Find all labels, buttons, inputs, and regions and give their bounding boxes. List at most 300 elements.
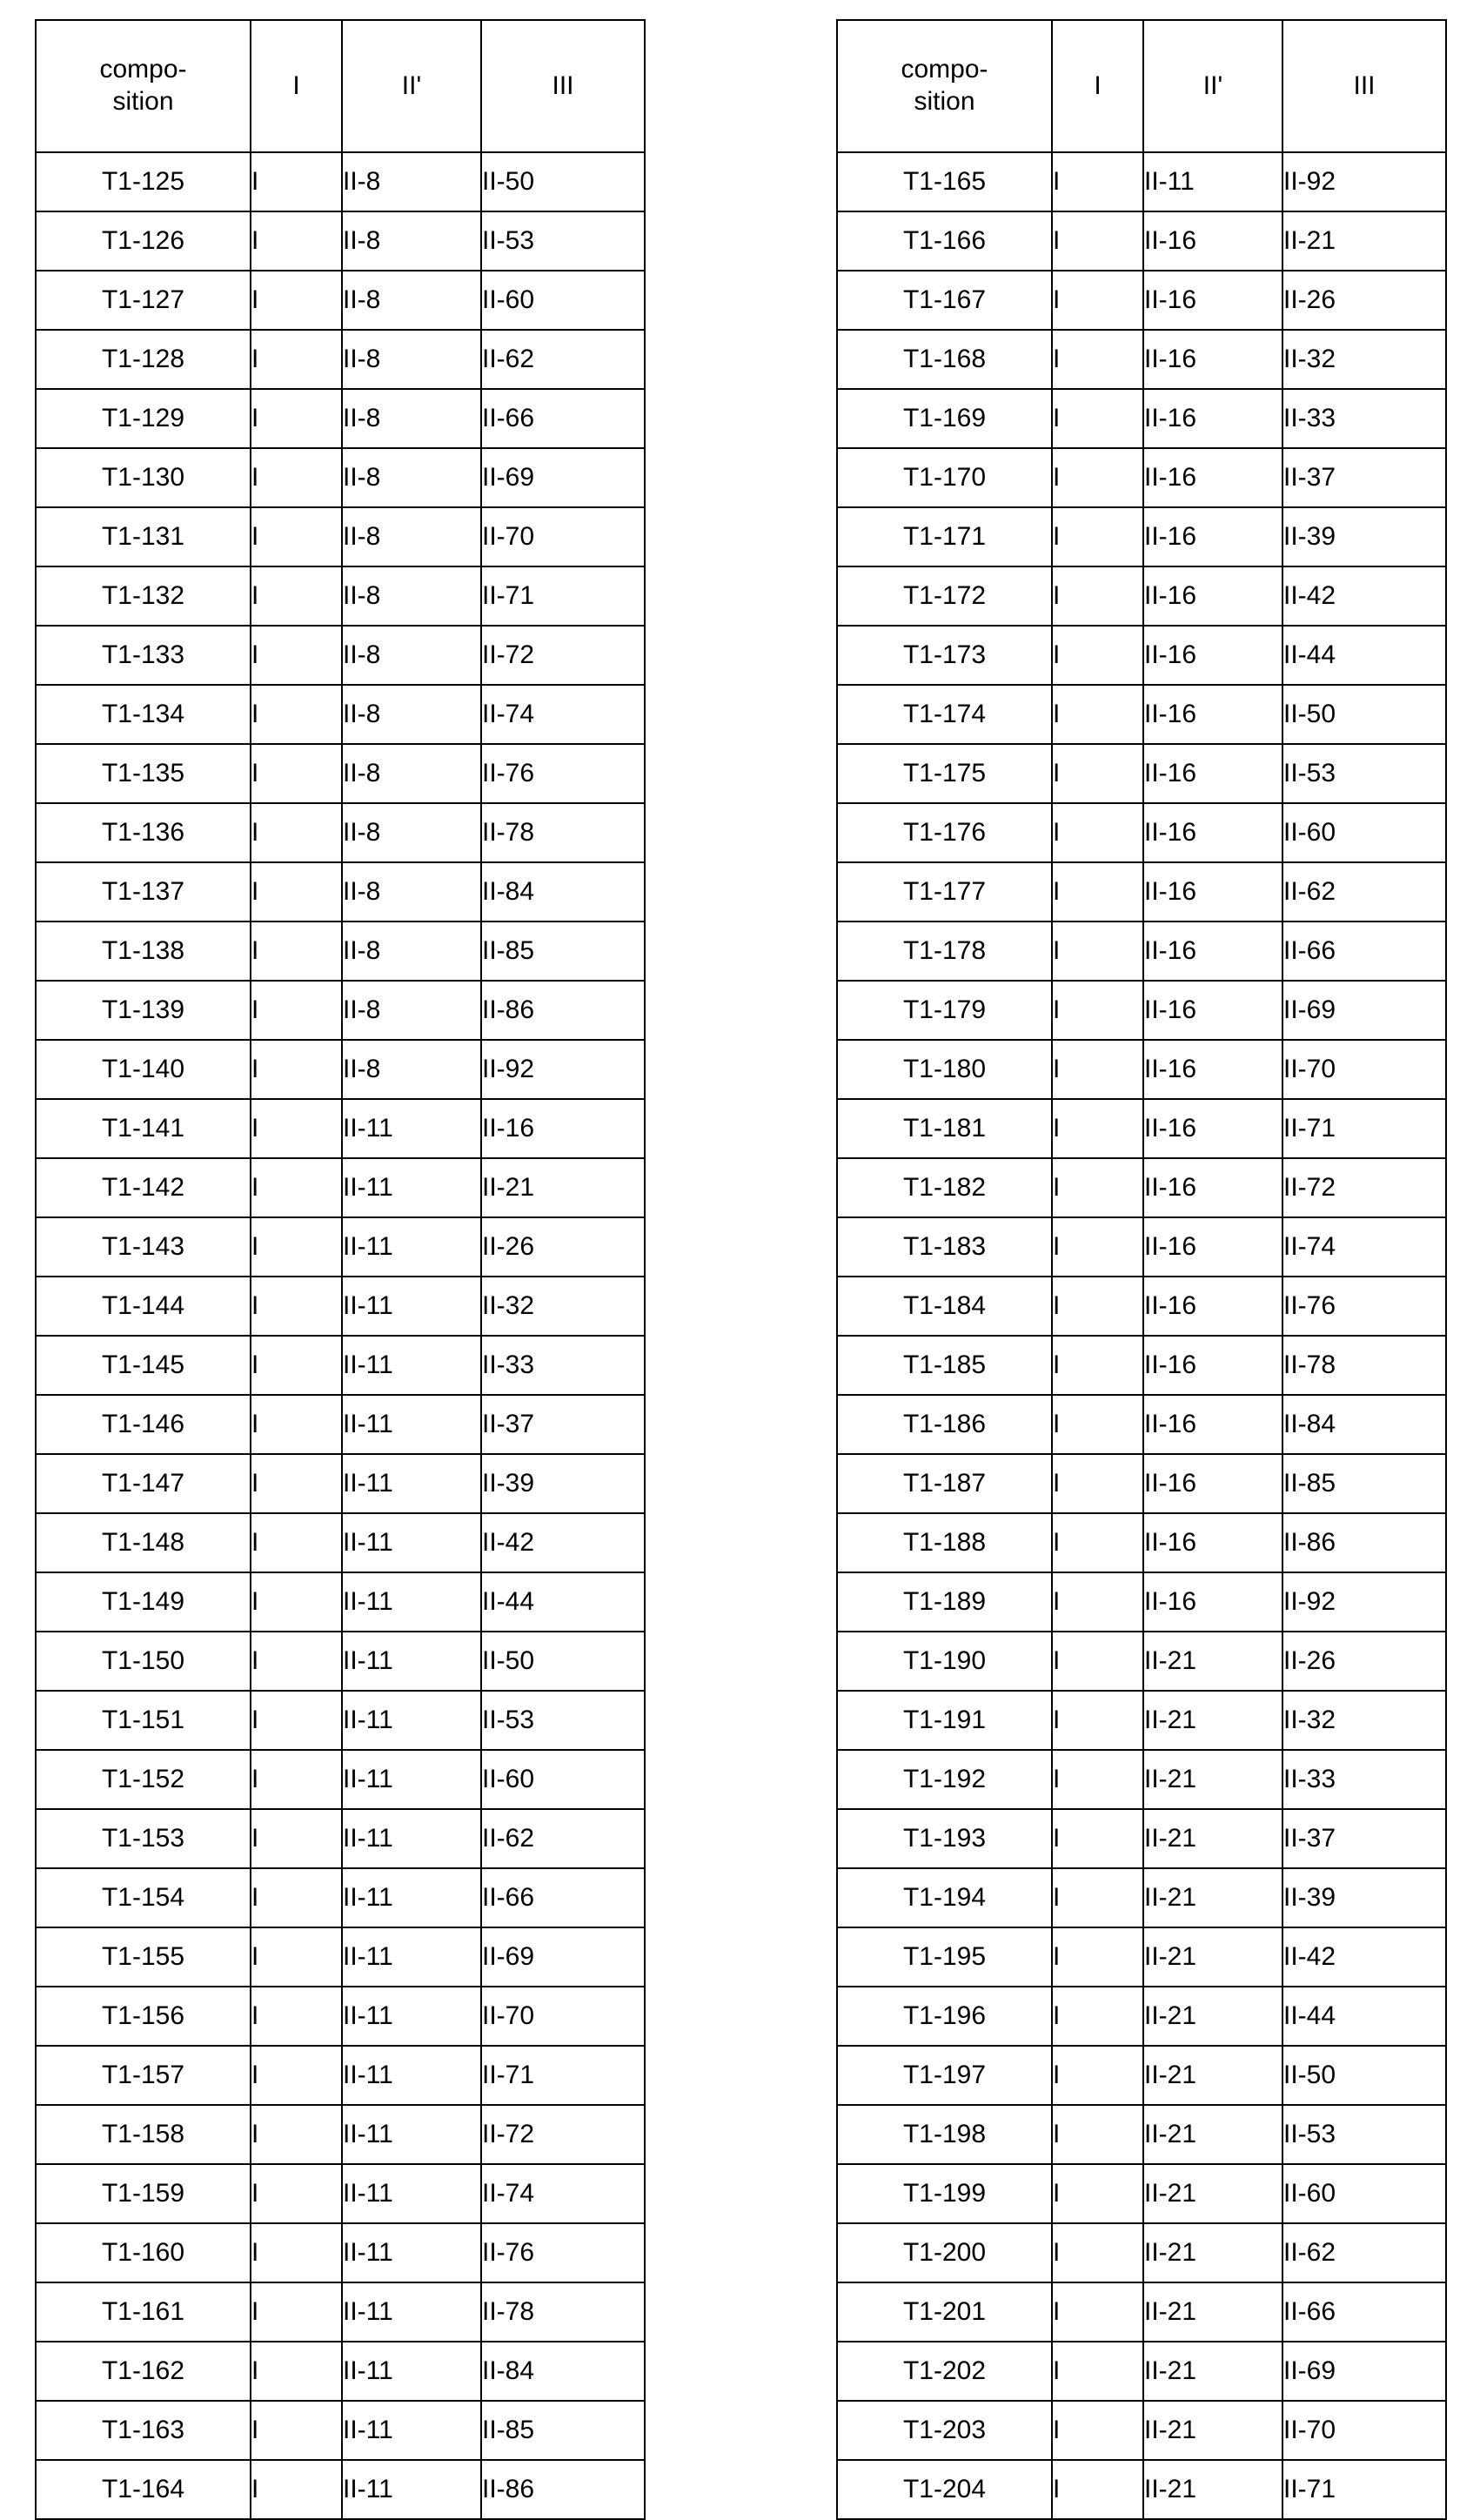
table-row [36,271,645,330]
cell-col-i: I [1052,1513,1143,1572]
cell-composition: T1-204 [837,2460,1052,2519]
table-row [837,1099,1446,1158]
cell-col-iii: II-74 [481,2164,645,2223]
table-row [837,211,1446,271]
cell-col-iii: II-69 [481,448,645,507]
table-row [36,803,645,862]
table-row [837,1750,1446,1809]
cell-col-iii: II-74 [481,685,645,744]
cell-col-ii: II-8 [342,803,481,862]
cell-composition: T1-194 [837,1868,1052,1927]
cell-col-iii: II-70 [1282,1040,1446,1099]
cell-col-ii: II-16 [1143,1217,1282,1277]
cell-col-iii: II-37 [481,1395,645,1454]
cell-col-i: I [1052,1987,1143,2046]
table-row [837,1454,1446,1513]
cell-col-iii: II-69 [1282,2342,1446,2401]
table-row [837,2460,1446,2519]
table-row [837,2342,1446,2401]
cell-composition: T1-147 [36,1454,251,1513]
cell-col-i: I [251,566,342,626]
cell-composition: T1-137 [36,862,251,922]
cell-col-iii: II-71 [1282,2460,1446,2519]
table-row [36,2105,645,2164]
table-row [36,1572,645,1632]
cell-col-iii: II-76 [481,2223,645,2282]
cell-composition: T1-138 [36,922,251,981]
cell-composition: T1-181 [837,1099,1052,1158]
cell-col-ii: II-11 [342,2401,481,2460]
cell-col-iii: II-86 [1282,1513,1446,1572]
cell-col-ii: II-21 [1143,1868,1282,1927]
table-row [837,271,1446,330]
header-col-ii: II' [342,20,481,152]
cell-col-i: I [251,862,342,922]
table-row [837,922,1446,981]
cell-col-iii: II-76 [481,744,645,803]
cell-col-i: I [1052,1277,1143,1336]
table-row [36,1277,645,1336]
cell-composition: T1-195 [837,1927,1052,1987]
cell-composition: T1-142 [36,1158,251,1217]
table-row [837,1277,1446,1336]
cell-col-iii: II-71 [481,2046,645,2105]
cell-col-ii: II-21 [1143,1987,1282,2046]
table-row [36,566,645,626]
cell-col-iii: II-66 [1282,2282,1446,2342]
header-composition [36,20,251,152]
cell-col-ii: II-11 [342,1336,481,1395]
cell-composition: T1-184 [837,1277,1052,1336]
cell-col-i: I [1052,448,1143,507]
cell-composition: T1-141 [36,1099,251,1158]
cell-col-iii: II-44 [1282,626,1446,685]
table-row [837,1513,1446,1572]
cell-col-i: I [1052,1809,1143,1868]
cell-col-ii: II-16 [1143,1336,1282,1395]
cell-composition: T1-145 [36,1336,251,1395]
table-row [36,1750,645,1809]
cell-col-iii: II-50 [481,1632,645,1691]
cell-col-iii: II-26 [1282,1632,1446,1691]
cell-col-ii: II-16 [1143,1454,1282,1513]
table-row [837,1927,1446,1987]
header-col-iii: III [1282,20,1446,152]
cell-col-iii: II-44 [1282,1987,1446,2046]
table-row [36,1217,645,1277]
cell-composition: T1-180 [837,1040,1052,1099]
table-row [837,448,1446,507]
cell-col-iii: II-33 [1282,389,1446,448]
cell-composition: T1-133 [36,626,251,685]
cell-col-iii: II-72 [1282,1158,1446,1217]
cell-col-ii: II-8 [342,271,481,330]
cell-col-ii: II-16 [1143,685,1282,744]
cell-composition: T1-158 [36,2105,251,2164]
cell-composition: T1-168 [837,330,1052,389]
cell-composition: T1-163 [36,2401,251,2460]
cell-col-ii: II-21 [1143,2164,1282,2223]
cell-col-iii: II-66 [1282,922,1446,981]
cell-col-ii: II-11 [1143,152,1282,211]
cell-col-ii: II-21 [1143,1691,1282,1750]
cell-col-iii: II-84 [481,2342,645,2401]
cell-col-iii: II-71 [481,566,645,626]
cell-col-ii: II-11 [342,2164,481,2223]
cell-composition: T1-203 [837,2401,1052,2460]
cell-composition: T1-167 [837,271,1052,330]
cell-composition: T1-131 [36,507,251,566]
cell-col-i: I [1052,1040,1143,1099]
table-row [36,1987,645,2046]
cell-col-iii: II-39 [1282,507,1446,566]
cell-col-ii: II-11 [342,1572,481,1632]
cell-col-i: I [251,2401,342,2460]
cell-col-i: I [1052,1336,1143,1395]
cell-col-ii: II-11 [342,1513,481,1572]
cell-col-iii: II-42 [481,1513,645,1572]
cell-composition: T1-128 [36,330,251,389]
table-row [837,1691,1446,1750]
table-row [837,803,1446,862]
cell-col-ii: II-11 [342,1099,481,1158]
cell-col-ii: II-16 [1143,1513,1282,1572]
cell-composition: T1-179 [837,981,1052,1040]
cell-col-iii: II-72 [481,626,645,685]
cell-composition: T1-202 [837,2342,1052,2401]
left-table-container [35,19,644,2520]
cell-col-iii: II-84 [481,862,645,922]
cell-col-ii: II-8 [342,507,481,566]
cell-col-iii: II-85 [1282,1454,1446,1513]
table-row [837,862,1446,922]
cell-col-ii: II-21 [1143,1632,1282,1691]
cell-col-ii: II-11 [342,1217,481,1277]
cell-col-i: I [251,744,342,803]
cell-col-ii: II-16 [1143,389,1282,448]
cell-col-i: I [1052,2105,1143,2164]
cell-col-ii: II-16 [1143,566,1282,626]
cell-col-iii: II-33 [1282,1750,1446,1809]
cell-col-i: I [251,1632,342,1691]
cell-composition: T1-144 [36,1277,251,1336]
cell-col-ii: II-11 [342,1632,481,1691]
cell-col-ii: II-8 [342,981,481,1040]
cell-composition: T1-188 [837,1513,1052,1572]
cell-col-ii: II-8 [342,922,481,981]
table-row [36,507,645,566]
table-row [837,2164,1446,2223]
cell-col-i: I [251,981,342,1040]
cell-composition: T1-155 [36,1927,251,1987]
cell-col-i: I [251,448,342,507]
cell-col-iii: II-86 [481,981,645,1040]
cell-col-ii: II-16 [1143,507,1282,566]
cell-col-iii: II-66 [481,389,645,448]
cell-col-i: I [251,1099,342,1158]
cell-col-i: I [1052,1454,1143,1513]
cell-col-ii: II-11 [342,1927,481,1987]
cell-composition: T1-170 [837,448,1052,507]
cell-col-i: I [1052,330,1143,389]
cell-col-i: I [1052,2164,1143,2223]
cell-col-iii: II-50 [1282,2046,1446,2105]
cell-col-i: I [251,1927,342,1987]
cell-col-ii: II-16 [1143,1040,1282,1099]
cell-composition: T1-197 [837,2046,1052,2105]
cell-composition: T1-177 [837,862,1052,922]
cell-composition: T1-146 [36,1395,251,1454]
header-col-i: I [1052,20,1143,152]
cell-col-i: I [251,1336,342,1395]
table-header-right [837,20,1446,152]
cell-composition: T1-126 [36,211,251,271]
cell-col-iii: II-92 [1282,1572,1446,1632]
cell-col-ii: II-8 [342,1040,481,1099]
cell-col-ii: II-21 [1143,1809,1282,1868]
cell-col-ii: II-11 [342,2342,481,2401]
cell-col-ii: II-21 [1143,1927,1282,1987]
header-composition-line1: compo- [901,55,988,84]
table-row [36,685,645,744]
table-row [837,1632,1446,1691]
table-row [36,389,645,448]
table-row [837,507,1446,566]
cell-col-ii: II-11 [342,1987,481,2046]
cell-col-ii: II-8 [342,685,481,744]
cell-composition: T1-191 [837,1691,1052,1750]
cell-col-ii: II-8 [342,566,481,626]
cell-col-i: I [251,685,342,744]
cell-col-iii: II-32 [1282,1691,1446,1750]
table-row [36,1632,645,1691]
cell-col-ii: II-21 [1143,2282,1282,2342]
cell-composition: T1-190 [837,1632,1052,1691]
cell-col-ii: II-8 [342,862,481,922]
cell-col-iii: II-86 [481,2460,645,2519]
cell-composition: T1-174 [837,685,1052,744]
cell-composition: T1-154 [36,1868,251,1927]
table-row [837,1987,1446,2046]
cell-composition: T1-150 [36,1632,251,1691]
cell-col-iii: II-60 [1282,2164,1446,2223]
cell-col-ii: II-11 [342,2046,481,2105]
cell-col-iii: II-92 [1282,152,1446,211]
cell-composition: T1-199 [837,2164,1052,2223]
cell-col-i: I [251,1158,342,1217]
table-row [837,2223,1446,2282]
cell-col-iii: II-74 [1282,1217,1446,1277]
cell-col-iii: II-78 [1282,1336,1446,1395]
cell-composition: T1-173 [837,626,1052,685]
cell-col-iii: II-85 [481,922,645,981]
cell-col-i: I [1052,1750,1143,1809]
cell-col-i: I [251,803,342,862]
cell-composition: T1-153 [36,1809,251,1868]
cell-col-iii: II-70 [1282,2401,1446,2460]
cell-col-ii: II-11 [342,1691,481,1750]
cell-col-iii: II-60 [1282,803,1446,862]
cell-col-i: I [251,2223,342,2282]
cell-composition: T1-136 [36,803,251,862]
cell-composition: T1-129 [36,389,251,448]
table-row [36,922,645,981]
cell-col-i: I [1052,2460,1143,2519]
cell-col-ii: II-8 [342,211,481,271]
table-row [837,2401,1446,2460]
cell-composition: T1-182 [837,1158,1052,1217]
cell-col-ii: II-11 [342,1454,481,1513]
cell-col-i: I [1052,1099,1143,1158]
table-row [36,1395,645,1454]
cell-composition: T1-193 [837,1809,1052,1868]
table-row [837,626,1446,685]
cell-col-i: I [1052,507,1143,566]
cell-col-i: I [251,389,342,448]
table-row [36,2223,645,2282]
table-row [36,1868,645,1927]
cell-col-ii: II-16 [1143,1572,1282,1632]
cell-col-ii: II-16 [1143,448,1282,507]
table-row [837,2282,1446,2342]
cell-col-iii: II-92 [481,1040,645,1099]
cell-col-i: I [251,1277,342,1336]
cell-col-i: I [251,1809,342,1868]
cell-col-i: I [251,2105,342,2164]
header-row [837,20,1446,152]
cell-composition: T1-169 [837,389,1052,448]
cell-composition: T1-187 [837,1454,1052,1513]
cell-composition: T1-189 [837,1572,1052,1632]
cell-col-i: I [1052,1691,1143,1750]
cell-col-iii: II-62 [1282,2223,1446,2282]
cell-col-iii: II-71 [1282,1099,1446,1158]
cell-col-iii: II-69 [481,1927,645,1987]
cell-col-ii: II-16 [1143,1277,1282,1336]
cell-composition: T1-166 [837,211,1052,271]
cell-col-ii: II-11 [342,2282,481,2342]
cell-col-i: I [1052,981,1143,1040]
table-row [36,152,645,211]
cell-composition: T1-172 [837,566,1052,626]
table-row [36,626,645,685]
cell-col-ii: II-16 [1143,1395,1282,1454]
cell-col-ii: II-16 [1143,1158,1282,1217]
cell-composition: T1-156 [36,1987,251,2046]
table-row [36,2342,645,2401]
cell-col-ii: II-21 [1143,2401,1282,2460]
cell-col-iii: II-39 [481,1454,645,1513]
cell-col-iii: II-50 [1282,685,1446,744]
cell-col-i: I [251,1395,342,1454]
header-col-i: I [251,20,342,152]
cell-col-iii: II-53 [481,211,645,271]
cell-col-iii: II-50 [481,152,645,211]
cell-col-i: I [1052,685,1143,744]
cell-composition: T1-196 [837,1987,1052,2046]
right-table-container [836,19,1445,2520]
cell-col-ii: II-16 [1143,744,1282,803]
cell-composition: T1-183 [837,1217,1052,1277]
cell-col-i: I [1052,2342,1143,2401]
cell-col-ii: II-21 [1143,2223,1282,2282]
cell-col-iii: II-70 [481,507,645,566]
cell-col-iii: II-53 [1282,2105,1446,2164]
cell-col-i: I [251,2282,342,2342]
cell-col-i: I [1052,862,1143,922]
table-row [36,1040,645,1099]
cell-col-ii: II-16 [1143,1099,1282,1158]
table-row [36,2401,645,2460]
cell-composition: T1-139 [36,981,251,1040]
cell-col-i: I [251,626,342,685]
table-row [36,744,645,803]
cell-col-i: I [1052,152,1143,211]
cell-composition: T1-160 [36,2223,251,2282]
cell-col-i: I [1052,1217,1143,1277]
cell-composition: T1-149 [36,1572,251,1632]
table-row [837,1336,1446,1395]
cell-col-i: I [1052,1158,1143,1217]
cell-col-i: I [251,211,342,271]
table-row [837,1868,1446,1927]
cell-col-ii: II-8 [342,626,481,685]
header-composition-line1: compo- [99,55,187,84]
cell-col-ii: II-8 [342,330,481,389]
table-body-right [837,152,1446,2519]
table-row [36,2282,645,2342]
table-row [837,685,1446,744]
table-row [36,1454,645,1513]
cell-col-i: I [251,2342,342,2401]
cell-col-ii: II-16 [1143,330,1282,389]
cell-col-ii: II-16 [1143,271,1282,330]
table-row [837,566,1446,626]
table-body-left [36,152,645,2519]
cell-col-i: I [1052,2046,1143,2105]
cell-col-i: I [251,1868,342,1927]
cell-col-iii: II-70 [481,1987,645,2046]
cell-col-i: I [1052,389,1143,448]
table-row [36,1691,645,1750]
header-composition-line2: sition [914,87,975,116]
table-row [36,211,645,271]
cell-composition: T1-134 [36,685,251,744]
table-row [36,1809,645,1868]
cell-col-i: I [251,1750,342,1809]
cell-composition: T1-178 [837,922,1052,981]
cell-col-ii: II-11 [342,1158,481,1217]
cell-composition: T1-186 [837,1395,1052,1454]
table-header-left [36,20,645,152]
header-row [36,20,645,152]
cell-col-ii: II-8 [342,448,481,507]
table-row [36,2460,645,2519]
cell-col-iii: II-16 [481,1099,645,1158]
cell-col-iii: II-78 [481,803,645,862]
cell-col-ii: II-11 [342,2105,481,2164]
cell-composition: T1-127 [36,271,251,330]
cell-col-iii: II-60 [481,1750,645,1809]
cell-composition: T1-164 [36,2460,251,2519]
cell-composition: T1-162 [36,2342,251,2401]
cell-col-iii: II-39 [1282,1868,1446,1927]
cell-col-ii: II-11 [342,1809,481,1868]
table-row [837,330,1446,389]
cell-composition: T1-175 [837,744,1052,803]
cell-col-ii: II-11 [342,1395,481,1454]
table-row [36,862,645,922]
